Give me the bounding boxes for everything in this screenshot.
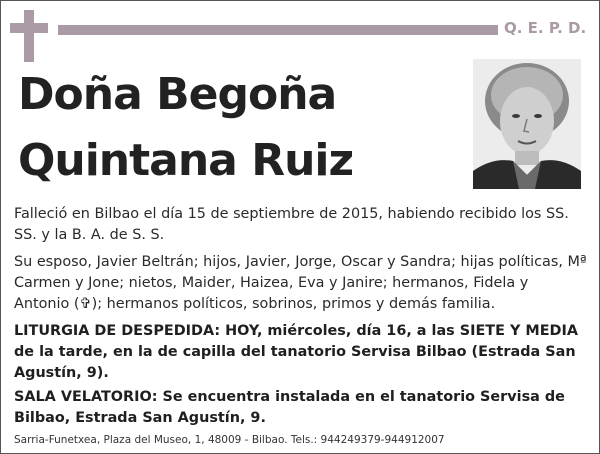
funeral-home-address: Sarria-Funetxea, Plaza del Museo, 1, 48009 - Bilbao. Tels.: 944249379-944912007	[14, 434, 445, 446]
deceased-photo	[473, 59, 581, 189]
deceased-name-line2: Quintana Ruiz	[18, 135, 354, 186]
header-rule	[58, 25, 498, 35]
qepd-label: Q. E. P. D.	[504, 19, 587, 37]
deceased-name-line1: Doña Begoña	[18, 69, 337, 120]
death-notice: Falleció en Bilbao el día 15 de septiembre de 2015, habiendo recibido los SS. SS. y la B. A. de S. S.	[14, 206, 569, 243]
family-list: Su esposo, Javier Beltrán; hijos, Javier, Jorge, Oscar y Sandra; hijas políticas, Mª Carmen y Jone; nietos, Maider, Haizea, Eva y Janire; hermanos, Fidela y Antonio (✞); hermanos políticos, sobrinos, primos y demás familia.	[14, 254, 587, 312]
liturgy-notice: LITURGIA DE DESPEDIDA: HOY, miércoles, día 16, a las SIETE Y MEDIA de la tarde, en la de capilla del tanatorio Servisa Bilbao (Estrada San Agustín, 9).	[14, 323, 578, 381]
wake-notice: SALA VELATORIO: Se encuentra instalada en el tanatorio Servisa de Bilbao, Estrada San Agustín, 9.	[14, 389, 565, 426]
